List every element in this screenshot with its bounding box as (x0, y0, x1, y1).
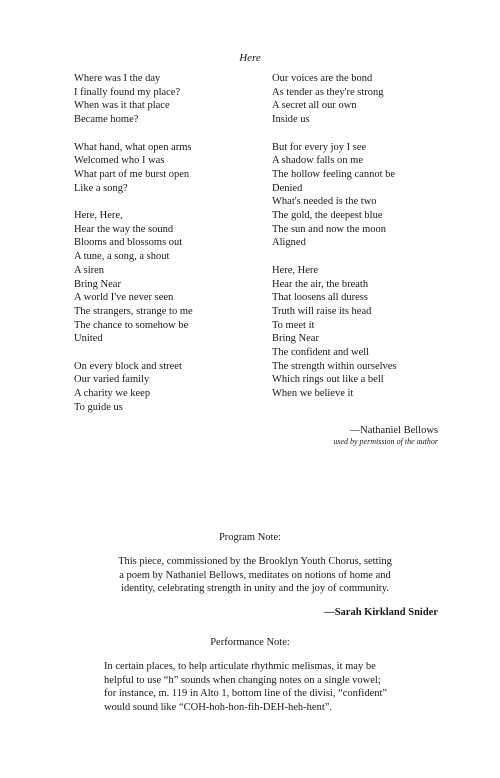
program-note-line: This piece, commissioned by the Brooklyn Youth Chorus, setting (118, 556, 392, 567)
poem-line: Which rings out like a bell (272, 374, 384, 386)
poem-line: The strangers, strange to me (74, 305, 193, 317)
performance-note-heading: Performance Note: (210, 637, 290, 648)
poem-line: To guide us (74, 401, 123, 413)
poem-line: A charity we keep (74, 388, 151, 400)
poem-line: A siren (74, 264, 105, 276)
poem-line: What hand, what open arms (74, 141, 192, 153)
poem-attribution (333, 424, 438, 447)
poem-line: A tune, a song, a shout (74, 251, 170, 263)
poem-line: Our varied family (74, 374, 150, 386)
poem-line: Here, Here (272, 264, 319, 276)
poem-line: When we believe it (272, 388, 354, 400)
poem-line: United (74, 333, 103, 345)
poem-line: Became home? (74, 114, 139, 126)
poem-line: As tender as they're strong (272, 86, 384, 98)
poem-line: I finally found my place? (74, 86, 181, 98)
poem-line: Denied (272, 182, 303, 194)
poem-line: Bring Near (74, 278, 121, 290)
program-note-line: identity, celebrating strength in unity and the joy of community. (121, 583, 389, 595)
poem-line: Hear the way the sound (74, 223, 174, 235)
stanza (74, 141, 264, 196)
poem-line: Where was I the day (74, 73, 161, 84)
poem-line: Welcomed who I was (74, 155, 165, 167)
poem-line: Here, Here, (74, 210, 123, 221)
poem-line: Aligned (272, 237, 306, 249)
poem-line: Like a song? (74, 182, 128, 194)
poem-line: A shadow falls on me (272, 155, 363, 167)
poem-author: —Nathaniel Bellows (349, 425, 438, 436)
poem-line: The chance to somehow be (74, 319, 189, 331)
poem-line: What part of me burst open (74, 168, 190, 180)
stanza (272, 72, 472, 127)
performance-note-line: In certain places, to help articulate rhythmic melismas, it may be (104, 661, 376, 672)
poem-line: When was it that place (74, 100, 170, 112)
poem-line: Truth will raise its head (272, 305, 372, 317)
performance-note-line: for instance, m. 119 in Alto 1, bottom line of the divisi, “confident” (104, 688, 388, 700)
poem-line: The sun and now the moon (272, 223, 387, 235)
stanza (74, 360, 264, 415)
program-note-credit: —Sarah Kirkland Snider (324, 607, 438, 618)
poem-line: On every block and street (74, 360, 182, 372)
program-note-text (90, 555, 420, 596)
program-note-heading: Program Note: (218, 532, 282, 543)
poem-line: Hear the air, the breath (272, 278, 369, 290)
poem-title: Here (239, 52, 261, 64)
stanza (74, 209, 264, 346)
stanza (272, 141, 472, 251)
poem-right-column (272, 72, 472, 415)
poem-line: Our voices are the bond (272, 73, 373, 84)
poem-line: Bring Near (272, 333, 319, 345)
stanza (272, 264, 472, 401)
poem-line: Inside us (272, 114, 310, 126)
poem-line: To meet it (272, 319, 315, 331)
performance-note-line: helpful to use “h” sounds when changing notes on a single vowel; (104, 674, 381, 686)
program-note-line: a poem by Nathaniel Bellows, meditates on notions of home and (119, 569, 391, 581)
poem-line: A world I've never seen (74, 292, 174, 304)
poem-line: The gold, the deepest blue (272, 210, 383, 222)
poem-line: The confident and well (272, 347, 370, 359)
performance-note-text (104, 660, 404, 714)
performance-note-line: would sound like “COH-hoh-hon-fih-DEH-heh-hent”. (104, 701, 333, 713)
poem-line: What's needed is the two (272, 196, 377, 208)
stanza (74, 72, 264, 127)
poem-line: But for every joy I see (272, 141, 367, 153)
poem-line: That loosens all duress (272, 292, 368, 304)
poem-line: Blooms and blossoms out (74, 237, 183, 249)
poem-line: The strength within ourselves (272, 360, 397, 372)
permission-note: used by permission of the author (333, 437, 438, 446)
poem-left-column (74, 72, 264, 428)
poem-line: A secret all our own (272, 100, 357, 112)
poem-line: The hollow feeling cannot be (272, 168, 396, 180)
